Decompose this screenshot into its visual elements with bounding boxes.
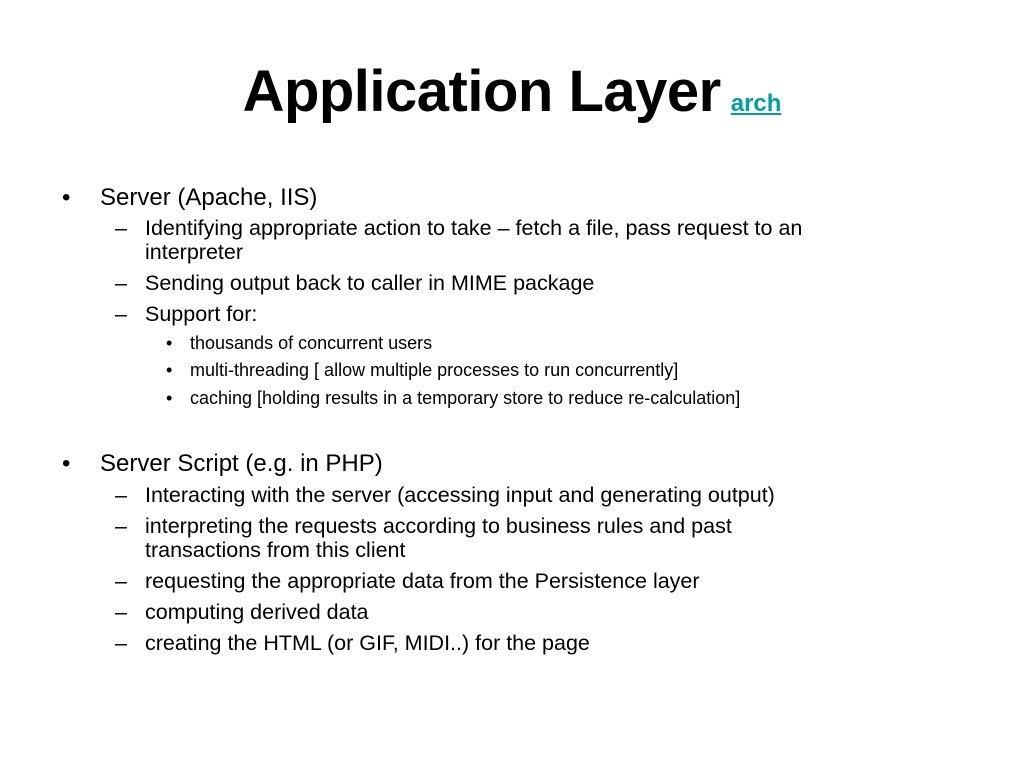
- dash-marker: –: [115, 271, 127, 295]
- list-item: computing derived data: [145, 600, 369, 624]
- list-item: Interacting with the server (accessing input and generating output): [145, 483, 775, 507]
- dash-marker: –: [115, 483, 127, 507]
- bullet-marker: •: [62, 184, 71, 211]
- list-item: Sending output back to caller in MIME package: [145, 271, 595, 295]
- dash-marker: –: [115, 302, 127, 326]
- sub-list-item: multi-threading [ allow multiple processes to run concurrently]: [190, 360, 679, 380]
- sub-list-item: caching [holding results in a temporary store to reduce re-calculation]: [190, 388, 741, 408]
- dash-marker: –: [115, 569, 127, 593]
- list-item-continuation: transactions from this client: [145, 538, 406, 562]
- sub-bullet-marker: •: [166, 360, 173, 380]
- list-item-continuation: interpreter: [145, 240, 243, 264]
- list-item: interpreting the requests according to business rules and past: [145, 514, 732, 538]
- sub-bullet-marker: •: [166, 333, 173, 353]
- list-item: Support for:: [145, 302, 258, 326]
- list-item: creating the HTML (or GIF, MIDI..) for the page: [145, 631, 590, 655]
- slide-title: Application Layer: [242, 59, 721, 124]
- arch-link[interactable]: arch: [730, 90, 782, 117]
- slide-title-row: [0, 58, 1024, 125]
- list-item: requesting the appropriate data from the Persistence layer: [145, 569, 700, 593]
- list-item: Identifying appropriate action to take – fetch a file, pass request to an: [145, 216, 803, 240]
- dash-marker: –: [115, 600, 127, 624]
- sub-list-item: thousands of concurrent users: [190, 333, 433, 353]
- sub-bullet-marker: •: [166, 388, 173, 408]
- dash-marker: –: [115, 631, 127, 655]
- dash-marker: –: [115, 216, 127, 240]
- section-heading-server-script: Server Script (e.g. in PHP): [100, 450, 383, 477]
- dash-marker: –: [115, 514, 127, 538]
- section-heading-server: Server (Apache, IIS): [100, 184, 318, 211]
- bullet-marker: •: [62, 450, 71, 477]
